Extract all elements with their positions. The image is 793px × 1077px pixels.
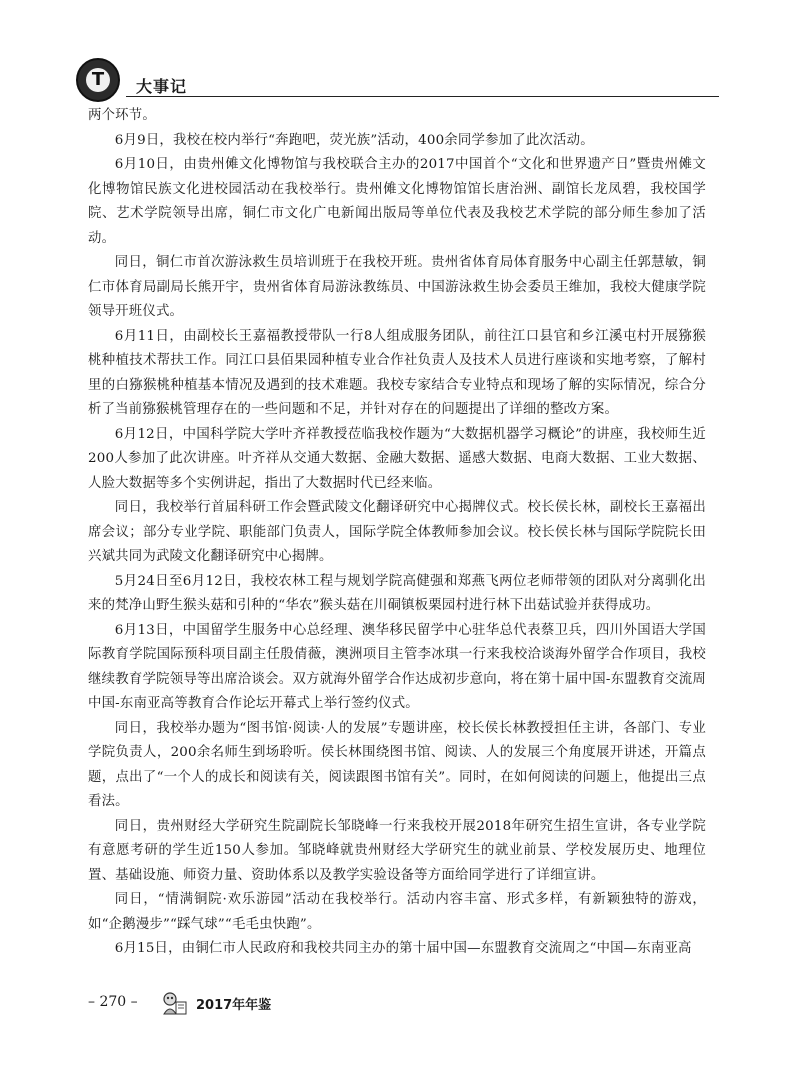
paragraph: 两个环节。 xyxy=(88,108,156,123)
section-title: 大事记 xyxy=(136,77,188,96)
paragraph: 6月13日，中国留学生服务中心总经理、澳华移民留学中心驻华总代表蔡卫兵，四川外国语大学国际教育学院国际预科项目副主任殷倩薇，澳洲项目主管李冰琪一行来我校洽谈海外留学合作项目，我校继续教育学院领导等出席洽谈会。双方就海外留学合作达成初步意向，将在第十届中国-东盟教育交流周中国-东南亚高等教育合作论坛开幕式上举行签约仪式。 xyxy=(88,622,706,711)
paragraph: 6月12日，中国科学院大学叶齐祥教授莅临我校作题为“大数据机器学习概论”的讲座，我校师生近200人参加了此次讲座。叶齐祥从交通大数据、金融大数据、遥感大数据、电商大数据、工业大数据、人脸大数据等多个实例讲起，指出了大数据时代已经来临。 xyxy=(88,426,706,491)
paragraph: 同日，“情满铜院·欢乐游园”活动在我校举行。活动内容丰富、形式多样，有新颖独特的游戏，如“企鹅漫步”“踩气球”“毛毛虫快跑”。 xyxy=(88,892,706,932)
paragraph: 同日，贵州财经大学研究生院副院长邹晓峰一行来我校开展2018年研究生招生宣讲，各专业学院有意愿考研的学生近150人参加。邹晓峰就贵州财经大学研究生的就业前景、学校发展历史、地理位置、基础设施、师资力量、资助体系以及教学实验设备等方面给同学进行了详细宣讲。 xyxy=(88,818,706,883)
header-divider xyxy=(126,96,719,97)
page-header xyxy=(64,44,719,96)
paragraph: 同日，铜仁市首次游泳救生员培训班于在我校开班。贵州省体育局体育服务中心副主任郭慧敏，铜仁市体育局副局长熊开宇，贵州省体育局游泳教练员、中国游泳救生协会委员王维加，我校大健康学院领导开班仪式。 xyxy=(88,255,706,319)
page-footer xyxy=(88,990,388,1018)
paragraph: 6月10日，由贵州傩文化博物馆与我校联合主办的2017中国首个“文化和世界遗产日”暨贵州傩文化博物馆民族文化进校园活动在我校举行。贵州傩文化博物馆馆长唐治洲、副馆长龙凤碧，我校国学院、艺术学院领导出席，铜仁市文化广电新闻出版局等单位代表及我校艺术学院的部分师生参加了活动。 xyxy=(88,157,706,246)
paragraph: 6月11日，由副校长王嘉福教授带队一行8人组成服务团队，前往江口县官和乡江溪屯村开展猕猴桃种植技术帮扶工作。同江口县佰果园种植专业合作社负责人及技术人员进行座谈和实地考察，了解村里的白猕猴桃种植基本情况及遇到的技术难题。我校专家结合专业特点和现场了解的实际情况，综合分析了当前猕猴桃管理存在的一些问题和不足，并针对存在的问题提出了详细的整改方案。 xyxy=(88,328,706,417)
page-number: – 270 – xyxy=(88,994,138,1010)
document-body xyxy=(88,104,706,962)
paragraph: 同日，我校举行首届科研工作会暨武陵文化翻译研究中心揭牌仪式。校长侯长林，副校长王嘉福出席会议；部分专业学院、职能部门负责人，国际学院全体教师参加会议。校长侯长林与国际学院院长田兴斌共同为武陵文化翻译研究中心揭牌。 xyxy=(88,500,706,564)
paragraph: 6月9日，我校在校内举行“奔跑吧，荧光族”活动，400余同学参加了此次活动。 xyxy=(114,132,594,148)
paragraph: 6月15日，由铜仁市人民政府和我校共同主办的第十届中国—东盟教育交流周之“中国—东南亚高 xyxy=(114,941,692,956)
yearbook-mascot-icon xyxy=(160,990,188,1016)
university-logo-icon: T xyxy=(76,58,120,102)
yearbook-title: 2017年年鉴 xyxy=(196,998,272,1013)
paragraph: 同日，我校举办题为“图书馆·阅读·人的发展”专题讲座，校长侯长林教授担任主讲，各部门、专业学院负责人，200余名师生到场聆听。侯长林围绕图书馆、阅读、人的发展三个角度展开讲述，开篇点题，点出了“一个人的成长和阅读有关，阅读跟图书馆有关”。同时，在如何阅读的问题上，他提出三点看法。 xyxy=(88,720,706,809)
paragraph: 5月24日至6月12日，我校农林工程与规划学院高健强和郑燕飞两位老师带领的团队对分离驯化出来的梵净山野生猴头菇和引种的“华农”猴头菇在川硐镇板栗园村进行林下出菇试验并获得成功。 xyxy=(88,573,706,613)
